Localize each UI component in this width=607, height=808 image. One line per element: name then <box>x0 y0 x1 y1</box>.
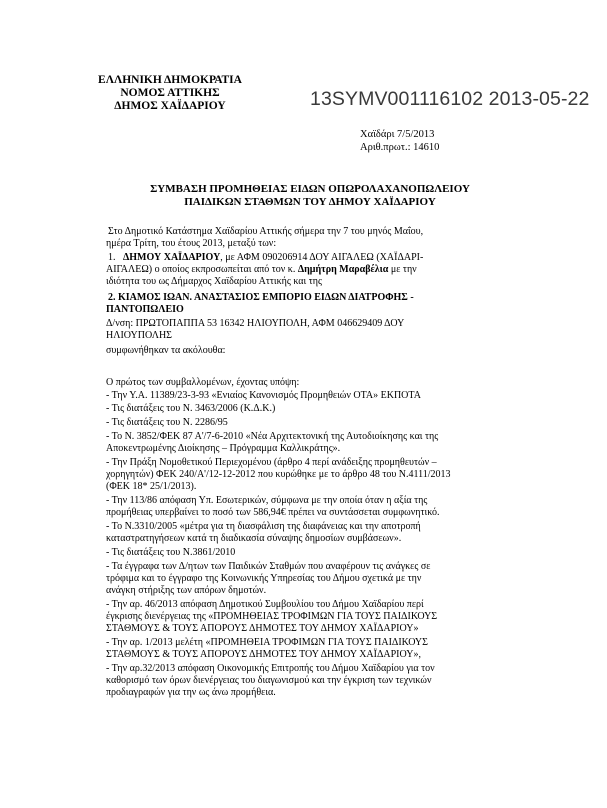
protocol-number: Αριθ.πρωτ.: 14610 <box>360 142 440 153</box>
list-item: καθορισμό των όρων διενέργειας του διαγωνισμού και την έγκριση των τεχνικών <box>106 675 432 686</box>
list-item: - Την 113/86 απόφαση Υπ. Εσωτερικών, σύμφωνα με την οποία όταν η αξία της <box>106 495 428 506</box>
party-1-details: , με ΑΦΜ 090206914 ΔΟΥ ΑΙΓΑΛΕΩ (ΧΑΪΔΑΡΙ- <box>220 252 424 263</box>
party-1-line-1 <box>108 252 423 264</box>
party-1-line-2 <box>106 264 417 276</box>
header-line-1: ΕΛΛΗΝΙΚΗ ΔΗΜΟΚΡΑΤΙΑ <box>98 74 242 86</box>
list-item: - Τις διατάξεις του Ν. 3463/2006 (Κ.Δ.Κ.) <box>106 403 276 414</box>
list-item: ΣΤΑΘΜΟΥΣ & ΤΟΥΣ ΑΠΟΡΟΥΣ ΔΗΜΟΤΕΣ ΤΟΥ ΔΗΜΟΥ ΧΑΪΔΑΡΙΟΥ» <box>106 623 419 634</box>
party-1-representation: ΑΙΓΑΛΕΩ) ο οποίος εκπροσωπείται από τον κ. <box>106 264 298 275</box>
document-date: Χαϊδάρι 7/5/2013 <box>360 129 435 140</box>
body-line: ημέρα Τρίτη, του έτους 2013, μεταξύ των: <box>106 238 277 249</box>
list-item: προδιαγραφών για την ως άνω προμήθεια. <box>106 687 276 698</box>
list-item: καταστρατηγήσεων κατά τη διαδικασία σύναψης δημοσίων συμβάσεων». <box>106 533 402 544</box>
list-item: ανάγκη στήριξης των απόρων δημοτών. <box>106 585 267 596</box>
list-item: τρόφιμα και το έγγραφο της Κοινωνικής Υπηρεσίας του Δήμου σχετικά με την <box>106 573 422 584</box>
list-item: - Την Υ.Α. 11389/23-3-93 «Ενιαίος Κανονισμός Προμηθειών ΟΤΑ» ΕΚΠΟΤΑ <box>106 390 421 401</box>
agreement-statement: συμφωνήθηκαν τα ακόλουθα: <box>106 345 226 356</box>
party-1-capacity: με την <box>388 264 417 275</box>
list-item: - Τα έγγραφα των Δ/ητων των Παιδικών Σταθμών που αναφέρουν τις ανάγκες σε <box>106 561 431 572</box>
contract-title-line-2: ΠΑΙΔΙΚΩΝ ΣΤΑΘΜΩΝ ΤΟΥ ΔΗΜΟΥ ΧΑΪΔΑΡΙΟΥ <box>184 196 436 208</box>
list-item: χορηγητών) ΦΕΚ 240/Α'/12-12-2012 που κυρώθηκε με το άρθρο 48 του Ν.4111/2013 <box>106 469 451 480</box>
party-2-name-line-1: 2. ΚΙΑΜΟΣ ΙΩΑΝ. ΑΝΑΣΤΑΣΙΟΣ ΕΜΠΟΡΙΟ ΕΙΔΩΝ ΔΙΑΤΡΟΦΗΣ - <box>108 292 414 303</box>
party-2-address: Δ/νση: ΠΡΩΤΟΠΑΠΠΑ 53 16342 ΗΛΙΟΥΠΟΛΗ, ΑΦΜ 046629409 ΔΟΥ <box>106 318 405 329</box>
party-2-name-line-2: ΠΑΝΤΟΠΩΛΕΙΟ <box>106 304 184 315</box>
first-party-intro: Ο πρώτος των συμβαλλομένων, έχοντας υπόψη: <box>106 377 300 388</box>
list-item: - Τις διατάξεις του Ν. 2286/95 <box>106 417 228 428</box>
party-1-name: ΔΗΜΟΥ ΧΑΪΔΑΡΙΟΥ <box>123 252 221 263</box>
party-2-tax-office: ΗΛΙΟΥΠΟΛΗΣ <box>106 330 173 341</box>
party-1-number: 1. <box>108 252 116 263</box>
document-code: 13SYMV001116102 2013-05-22 <box>310 88 590 110</box>
header-line-3: ΔΗΜΟΣ ΧΑΪΔΑΡΙΟΥ <box>114 100 226 112</box>
list-item: έγκρισης διενέργειας της «ΠΡΟΜΗΘΕΙΑΣ ΤΡΟΦΙΜΩΝ ΓΙΑ ΤΟΥΣ ΠΑΙΔΙΚΟΥΣ <box>106 611 438 622</box>
list-item: - Την Πράξη Νομοθετικού Περιεχομένου (άρθρο 4 περί ανάδειξης προμηθευτών – <box>106 457 437 468</box>
header-line-2: ΝΟΜΟΣ ΑΤΤΙΚΗΣ <box>120 87 220 99</box>
list-item: προμήθειας υπερβαίνει το ποσό των 586,94€ πρέπει να συντάσσεται συμφωνητικό. <box>106 507 440 518</box>
list-item: (ΦΕΚ 18* 25/1/2013). <box>106 481 197 492</box>
list-item: - Το Ν. 3852/ΦΕΚ 87 Α'/7-6-2010 «Νέα Αρχιτεκτονική της Αυτοδιοίκησης και της <box>106 431 439 442</box>
contract-title-line-1: ΣΥΜΒΑΣΗ ΠΡΟΜΗΘΕΙΑΣ ΕΙΔΩΝ ΟΠΩΡΟΛΑΧΑΝΟΠΩΛΕΙΟΥ <box>150 183 470 195</box>
body-line: Στο Δημοτικό Κατάστημα Χαϊδαρίου Αττικής σήμερα την 7 του μηνός Μαΐου, <box>108 226 424 237</box>
list-item: Αποκεντρωμένης Διοίκησης – Πρόγραμμα Καλλικράτης». <box>106 443 341 454</box>
list-item: - Το Ν.3310/2005 «μέτρα για τη διασφάλιση της διαφάνειας και την αποτροπή <box>106 521 421 532</box>
list-item: - Την αρ. 1/2013 μελέτη «ΠΡΟΜΗΘΕΙΑ ΤΡΟΦΙΜΩΝ ΓΙΑ ΤΟΥΣ ΠΑΙΔΙΚΟΥΣ <box>106 637 428 648</box>
mayor-name: Δημήτρη Μαραβέλια <box>297 264 389 275</box>
party-1-line-3: ιδιότητα του ως Δήμαρχος Χαϊδαρίου Αττικής και της <box>106 276 322 287</box>
list-item: ΣΤΑΘΜΟΥΣ & ΤΟΥΣ ΑΠΟΡΟΥΣ ΔΗΜΟΤΕΣ ΤΟΥ ΔΗΜΟΥ ΧΑΪΔΑΡΙΟΥ», <box>106 649 421 660</box>
list-item: - Τις διατάξεις του Ν.3861/2010 <box>106 547 236 558</box>
list-item: - Την αρ. 46/2013 απόφαση Δημοτικού Συμβουλίου του Δήμου Χαϊδαρίου περί <box>106 599 424 610</box>
list-item: - Την αρ.32/2013 απόφαση Οικονομικής Επιτροπής του Δήμου Χαϊδαρίου για τον <box>106 663 435 674</box>
